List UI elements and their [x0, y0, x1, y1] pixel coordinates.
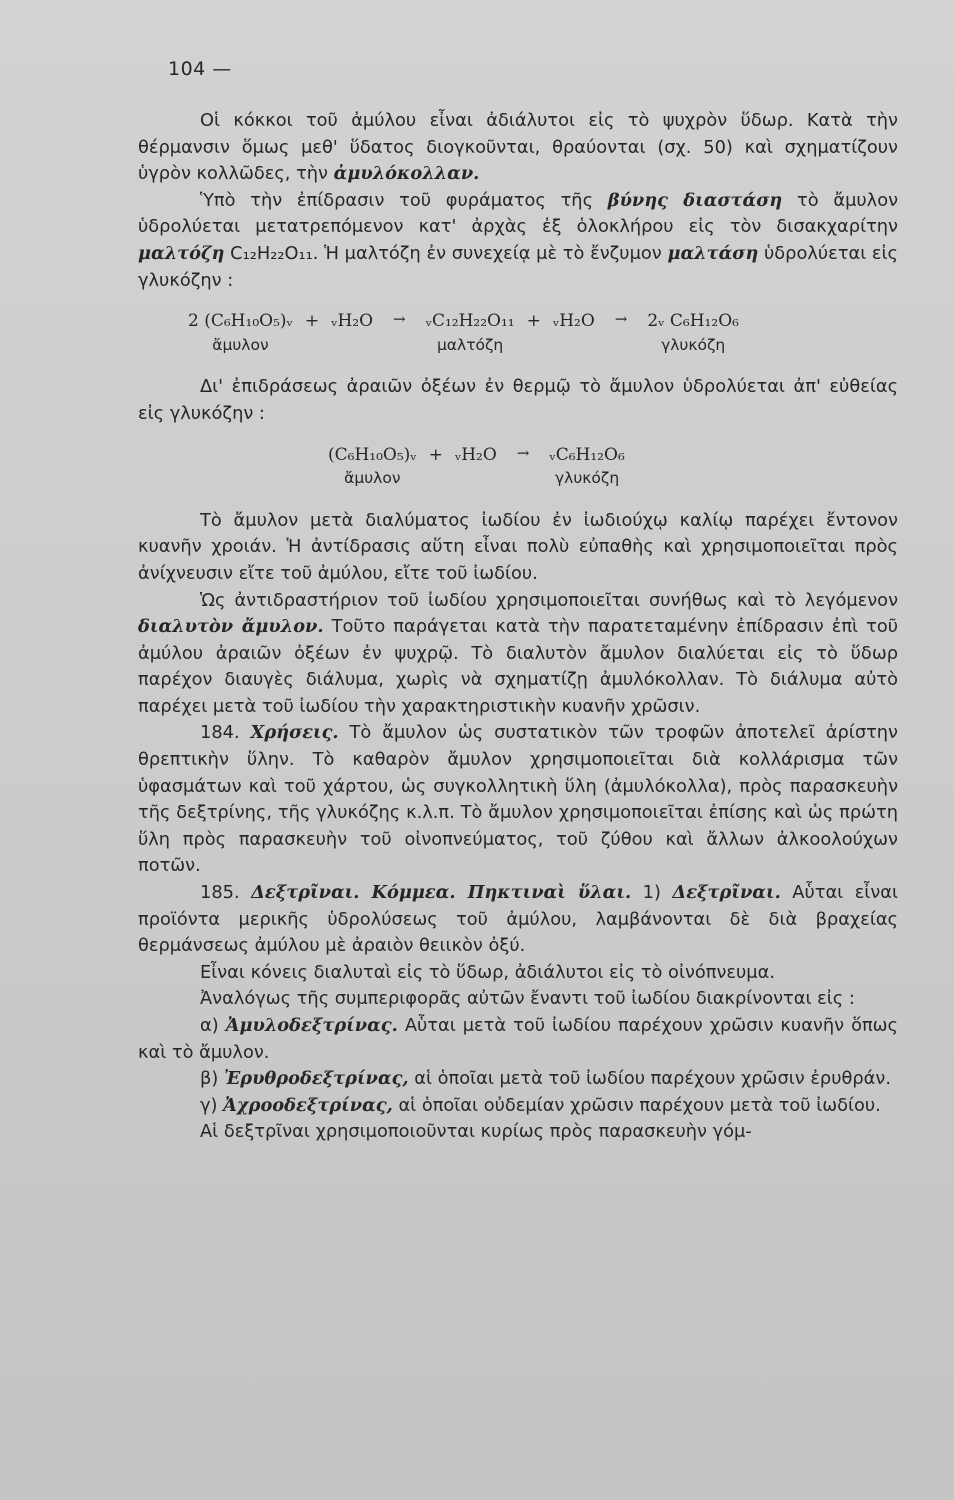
page-body — [138, 108, 898, 1146]
equation-starch-to-glucose — [188, 308, 898, 358]
equation-term: (C₆H₁₀O₅)ᵥ ἄμυλον — [328, 442, 417, 492]
paragraph-starch-grains: Οἱ κόκκοι τοῦ ἀμύλου εἶναι ἀδιάλυτοι εἰς τὸ ψυχρὸν ὕδωρ. Κατὰ τὴν θέρμανσιν ὅμως μεθ' ὕδατος διογκοῦνται, θραύονται (σχ. 50) καὶ σχηματίζουν ὑγρὸν κολλῶδες, τὴν ἀμυλόκολλαν. — [138, 110, 898, 185]
equation-term: ᵥC₆H₁₂O₆ γλυκόζη — [549, 442, 624, 492]
paragraph-dextrin-uses: Αἱ δεξτρῖναι χρησιμοποιοῦνται κυρίως πρὸς παρασκευὴν γόμ- — [200, 1121, 752, 1143]
paragraph-classification: Ἀναλόγως τῆς συμπεριφορᾶς αὐτῶν ἔναντι τοῦ ἰωδίου διακρίνονται εἰς : — [200, 988, 855, 1010]
paragraph-soluble-starch: Ὡς ἀντιδραστήριον τοῦ ἰωδίου χρησιμοποιεῖται συνήθως καὶ τὸ λεγόμενον διαλυτὸν ἄμυλον. Τοῦτο παράγεται κατὰ τὴν παρατεταμένην ἐπίδρασιν ἐπὶ τοῦ ἀμύλου ἀραιῶν ὀξέων ἐν ψυχρῷ. Τὸ διαλυτὸν ἄμυλον διαλύεται εἰς τὸ ὕδωρ παρέχον διαυγὲς διάλυμα, χωρὶς νὰ σχηματίζῃ ἀμυλόκολλαν. Τὸ διάλυμα αὐτὸ παρέχει μετὰ τοῦ ἰωδίου τὴν χαρακτηριστικὴν κυανῆν χρῶσιν. — [138, 589, 898, 717]
plus-sign: + — [304, 311, 320, 332]
equation-term: ᵥH₂O — [454, 444, 497, 465]
equation-term: 2 (C₆H₁₀O₅)ᵥ ἄμυλον — [188, 308, 293, 358]
term-erythrodextrins: Ἐρυθροδεξτρίνας, — [223, 1068, 409, 1090]
equation-label: γλυκόζη — [554, 469, 620, 488]
paragraph-hydrolysis: Ὑπὸ τὴν ἐπίδρασιν τοῦ φυράματος τῆς βύνης διαστάση τὸ ἄμυλον ὑδρολύεται μετατρεπόμενον κατ' ἀρχὰς ἐξ ὁλοκλήρου εἰς τὸν δισακχαρίτην μαλτόζη C₁₂H₂₂O₁₁. Ἡ μαλτόζη ἐν συνεχείᾳ μὲ τὸ ἔνζυμον μαλτάση ὑδρολύεται εἰς γλυκόζην : — [138, 189, 899, 291]
section-heading: Δεξτρῖναι. Κόμμεα. Πηκτιναὶ ὕλαι. — [251, 882, 632, 904]
term-amylodextrins: Ἀμυλοδεξτρίνας. — [225, 1015, 398, 1036]
term-soluble-starch: διαλυτὸν ἄμυλον. — [138, 616, 324, 638]
equation-label: μαλτόζη — [436, 335, 504, 354]
list-item: α) Ἀμυλοδεξτρίνας. Αὗται μετὰ τοῦ ἰωδίου παρέχουν χρῶσιν κυανῆν ὅπως καὶ τὸ ἄμυλον. — [138, 1015, 898, 1063]
equation-label: ἄμυλον — [344, 469, 401, 488]
reaction-arrow-icon: → — [516, 443, 530, 462]
reaction-arrow-icon: → — [393, 310, 406, 329]
paragraph-acid-hydrolysis: Δι' ἐπιδράσεως ἀραιῶν ὀξέων ἐν θερμῷ τὸ ἄμυλον ὑδρολύεται ἀπ' εὐθείας εἰς γλυκόζην : — [138, 376, 898, 424]
term-maltase: μαλτάση — [667, 242, 759, 264]
equation-term: ᵥC₁₂H₂₂O₁₁ μαλτόζη — [426, 308, 515, 358]
equation-label: γλυκόζη — [661, 335, 726, 354]
section-185-dextrins: 185. Δεξτρῖναι. Κόμμεα. Πηκτιναὶ ὕλαι. 1) Δεξτρῖναι. Αὗται εἶναι προϊόντα μερικῆς ὑδρολύσεως τοῦ ἀμύλου, λαμβάνονται δὲ διὰ βραχείας θερμάνσεως ἀμύλου μὲ ἀραιὸν θειικὸν ὀξύ. — [138, 882, 898, 957]
equation-label: ἄμυλον — [212, 335, 269, 354]
term-amylokolla: ἀμυλόκολλαν. — [333, 163, 480, 185]
equation-term: ᵥH₂O — [331, 311, 374, 332]
equation-term: ᵥH₂O — [552, 311, 595, 332]
equation-term: 2ᵥ C₆H₁₂O₆ γλυκόζη — [647, 308, 739, 358]
term-maltose: μαλτόζη — [138, 242, 225, 264]
plus-sign: + — [428, 444, 443, 465]
plus-sign: + — [526, 311, 541, 332]
page-number: 104 — — [168, 58, 232, 80]
paragraph-dextrin-properties: Εἶναι κόνεις διαλυταὶ εἰς τὸ ὕδωρ, ἀδιάλυτοι εἰς τὸ οἰνόπνευμα. — [200, 961, 775, 983]
list-item: β) Ἐρυθροδεξτρίνας, αἱ ὁποῖαι μετὰ τοῦ ἰωδίου παρέχουν χρῶσιν ἐρυθράν. — [200, 1068, 891, 1090]
equation-direct-hydrolysis — [328, 442, 898, 492]
term-achroodextrins: Ἀχροοδεξτρίνας, — [223, 1094, 393, 1116]
section-184-uses: 184. Χρήσεις. Τὸ ἄμυλον ὡς συστατικὸν τῶν τροφῶν ἀποτελεῖ ἀρίστην θρεπτικὴν ὕλην. Τὸ καθαρὸν ἄμυλον χρησιμοποιεῖται διὰ κολλάρισμα τῶν ὑφασμάτων καὶ τοῦ χάρτου, ὡς συγκολλητικὴ ὕλη (ἀμυλόκολλα), πρὸς παρασκευὴν τῆς δεξτρίνης, τῆς γλυκόζης κ.λ.π. Τὸ ἄμυλον χρησιμοποιεῖται ἐπίσης καὶ ὡς πρώτη ὕλη πρὸς παρασκευὴν τοῦ οἰνοπνεύματος, τοῦ ζύθου καὶ ἄλλων ἀλκοολούχων ποτῶν. — [138, 722, 898, 877]
section-heading: Χρήσεις. — [250, 722, 339, 744]
subsection-heading: Δεξτρῖναι. — [672, 882, 781, 904]
list-item: γ) Ἀχροοδεξτρίνας, αἱ ὁποῖαι οὐδεμίαν χρῶσιν παρέχουν μετὰ τοῦ ἰωδίου. — [200, 1094, 881, 1116]
reaction-arrow-icon: → — [614, 310, 628, 329]
term-diastase: βύνης διαστάση — [607, 189, 783, 211]
paragraph-iodine-test: Τὸ ἄμυλον μετὰ διαλύματος ἰωδίου ἐν ἰωδιούχῳ καλίῳ παρέχει ἔντονον κυανῆν χροιάν. Ἡ ἀντίδρασις αὕτη εἶναι πολὺ εὐπαθὴς καὶ χρησιμοποιεῖται πρὸς ἀνίχνευσιν εἴτε τοῦ ἀμύλου, εἴτε τοῦ ἰωδίου. — [138, 509, 898, 584]
